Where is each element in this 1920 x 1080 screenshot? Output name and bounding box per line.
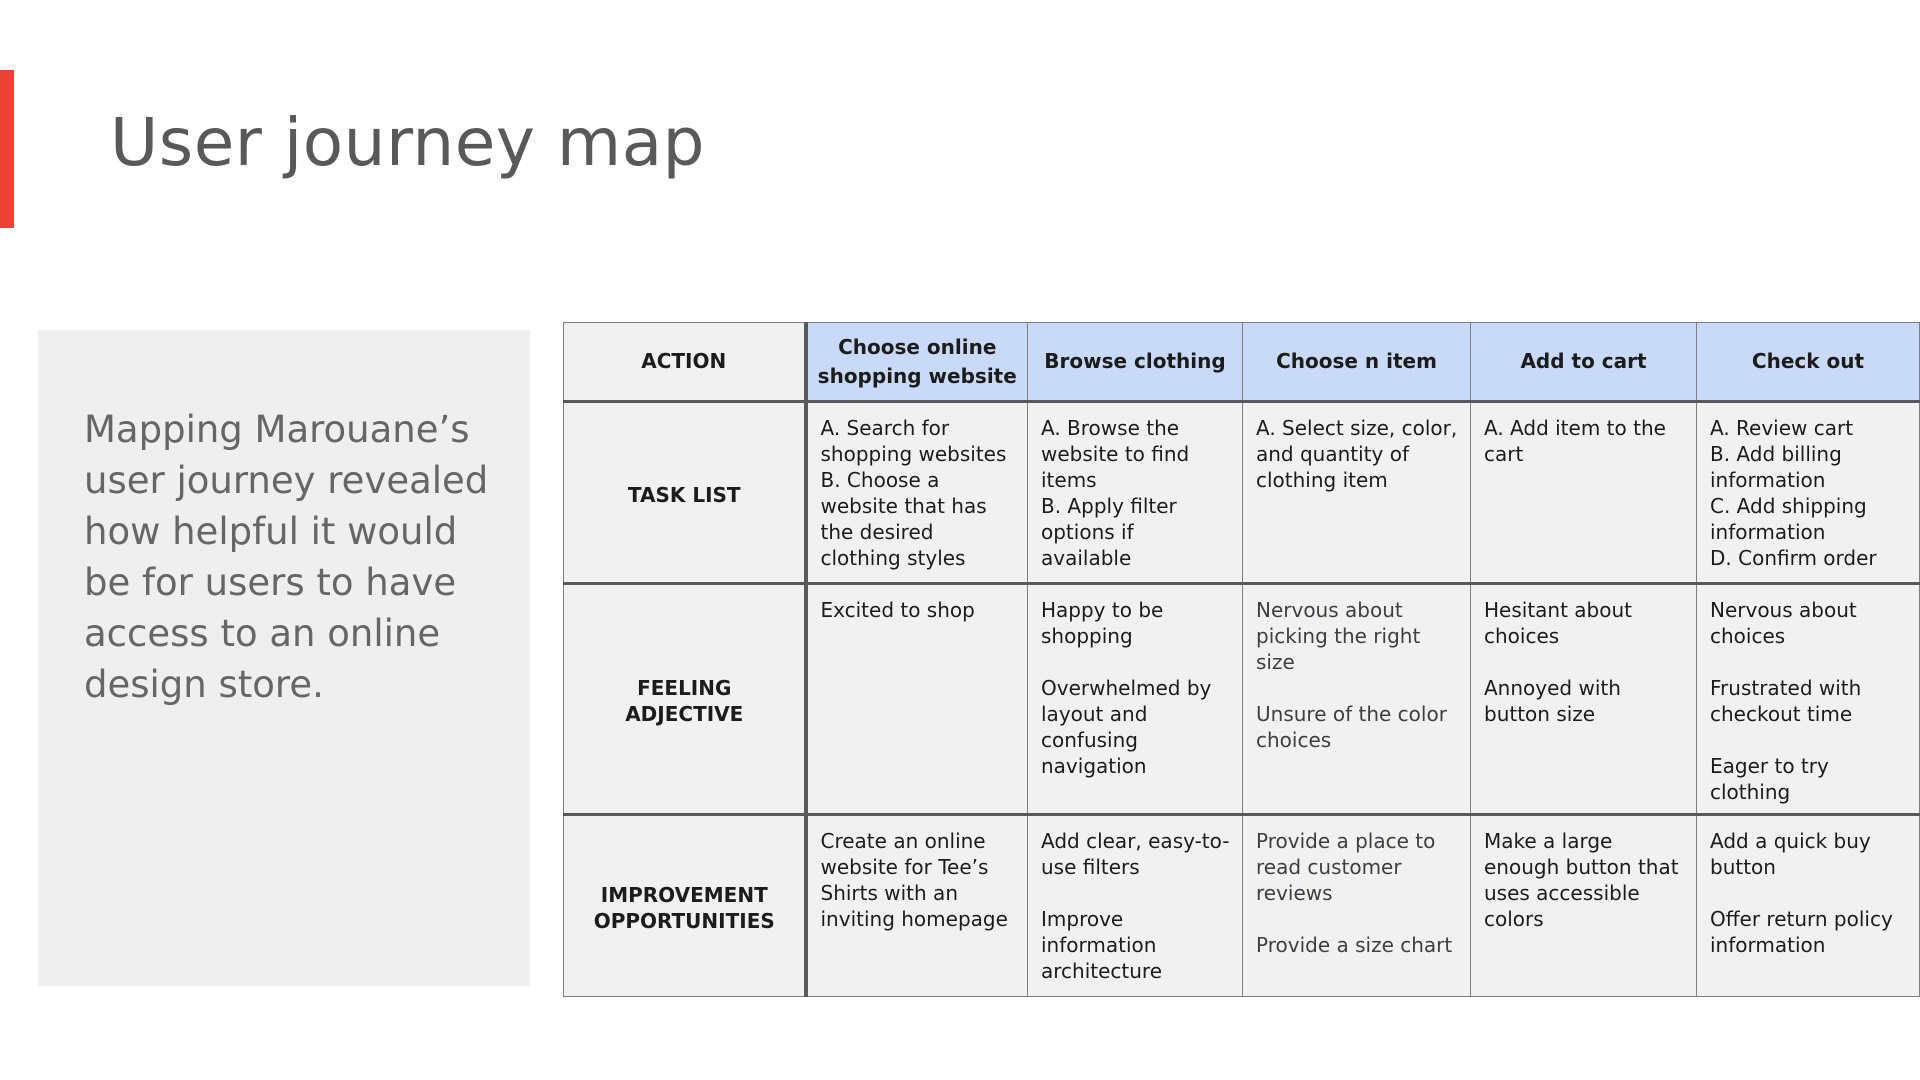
cell-text: Annoyed with button size (1484, 676, 1621, 726)
row-label: IMPROVEMENT OPPORTUNITIES (564, 815, 806, 997)
column-header: Browse clothing (1028, 323, 1243, 402)
cell-text: Happy to be shopping (1041, 598, 1164, 648)
cell-text: C. Add shipping information (1710, 494, 1867, 544)
cell-text: B. Choose a website that has the desired clothing styles (820, 468, 987, 570)
table-cell (1697, 402, 1920, 584)
cell-text: Excited to shop (820, 598, 975, 622)
cell-text: Make a large enough button that uses accessible colors (1484, 829, 1679, 931)
table-cell (1243, 584, 1471, 815)
table-cell (1243, 402, 1471, 584)
cell-spacer (1710, 880, 1907, 906)
cell-text: D. Confirm order (1710, 546, 1877, 570)
journey-table (563, 322, 1920, 997)
accent-bar (0, 70, 14, 228)
table-cell (1697, 584, 1920, 815)
table-cell (806, 584, 1028, 815)
cell-spacer (1256, 675, 1458, 701)
table-cell (1028, 584, 1243, 815)
table-cell (1028, 815, 1243, 997)
cell-text: A. Review cart (1710, 416, 1854, 440)
cell-text: Nervous about choices (1710, 598, 1857, 648)
cell-text: A. Browse the website to find items (1041, 416, 1190, 492)
cell-spacer (1041, 880, 1230, 906)
column-header: Choose online shopping website (806, 323, 1028, 402)
cell-spacer (1484, 649, 1684, 675)
cell-text: B. Add billing information (1710, 442, 1842, 492)
column-header: Add to cart (1471, 323, 1697, 402)
cell-text: Frustrated with checkout time (1710, 676, 1862, 726)
table-cell (1697, 815, 1920, 997)
row-label: FEELING ADJECTIVE (564, 584, 806, 815)
cell-text: A. Add item to the cart (1484, 416, 1666, 466)
cell-spacer (1256, 906, 1458, 932)
improvement-row (564, 815, 1920, 997)
corner-header: ACTION (564, 323, 806, 402)
cell-spacer (1710, 649, 1907, 675)
cell-text: Provide a size chart (1256, 933, 1453, 957)
column-header: Check out (1697, 323, 1920, 402)
cell-text: Nervous about picking the right size (1256, 598, 1421, 674)
cell-text: Unsure of the color choices (1256, 702, 1447, 752)
column-header: Choose n item (1243, 323, 1471, 402)
cell-text: Eager to try clothing (1710, 754, 1829, 804)
cell-text: Offer return policy information (1710, 907, 1893, 957)
cell-text: Improve information architecture (1041, 907, 1163, 983)
cell-spacer (1041, 649, 1230, 675)
summary-text: Mapping Marouane’s user journey revealed how helpful it would be for users to have access to an online design store. (84, 408, 489, 706)
row-label: TASK LIST (564, 402, 806, 584)
table-cell (806, 402, 1028, 584)
summary-box (38, 330, 530, 986)
cell-text: Add clear, easy-to-use filters (1041, 829, 1230, 879)
page-title: User journey map (110, 104, 706, 181)
cell-text: Create an online website for Tee’s Shirts with an inviting homepage (820, 829, 1008, 931)
table-cell (1471, 815, 1697, 997)
cell-text: A. Select size, color, and quantity of clothing item (1256, 416, 1458, 492)
table-cell (1028, 402, 1243, 584)
cell-text: Add a quick buy button (1710, 829, 1871, 879)
table-cell (806, 815, 1028, 997)
cell-text: Hesitant about choices (1484, 598, 1632, 648)
table-cell (1471, 584, 1697, 815)
feeling-row (564, 584, 1920, 815)
cell-text: Provide a place to read customer reviews (1256, 829, 1436, 905)
table-cell (1471, 402, 1697, 584)
cell-text: A. Search for shopping websites (820, 416, 1007, 466)
header-row (564, 323, 1920, 402)
cell-text: Overwhelmed by layout and confusing navigation (1041, 676, 1212, 778)
cell-text: B. Apply filter options if available (1041, 494, 1177, 570)
task-list-row (564, 402, 1920, 584)
table-cell (1243, 815, 1471, 997)
cell-spacer (1710, 727, 1907, 753)
